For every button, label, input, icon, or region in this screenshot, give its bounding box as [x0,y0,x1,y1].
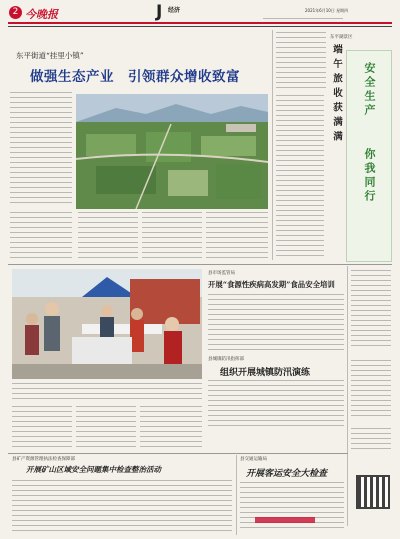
food-body [208,294,344,352]
bottom-left-body [12,480,232,532]
bottom-left-headline: 开展矿山区域安全问题集中检查整治活动 [26,465,161,474]
lead-body-col3 [142,212,202,262]
flood-body [208,380,344,430]
red-banner-strip [255,517,315,523]
right-col-notice-3 [351,428,391,450]
food-kicker: 县市场监管局 [208,271,235,276]
section-name: 经济 [168,7,181,14]
page-number-badge: 2 [9,6,22,19]
mid-body-col1 [12,406,72,451]
aerial-photo-graphic [76,94,268,209]
market-photo-graphic [12,269,202,379]
lead-aerial-photo [76,94,268,209]
section-letter: J [156,2,163,22]
market-event-photo [12,269,202,379]
side-kicker: 东平湖景区 [330,35,353,40]
slogan-line1: 安全生产 [363,62,376,118]
middle-rule [8,264,392,265]
right-col-divider [347,266,348,526]
side-divider [272,30,273,260]
newspaper-logo: 今晚报 [25,8,58,21]
lead-headline: 做强生态产业 引领群众增收致富 [30,69,240,85]
lead-body-col1 [10,212,72,262]
lead-kicker: 东平街道“挂里小镇” [16,51,84,60]
flood-kicker: 县城镇防汛指挥部 [208,357,244,362]
right-col-notice-2 [351,360,391,420]
qr-code [356,475,390,509]
side-headline: 端午旅收获满满 [331,44,342,146]
bottom-right-kicker: 县交通运输局 [240,457,267,462]
flood-headline: 组织开展城镇防汛演练 [220,368,311,378]
bottom-rule [8,453,348,454]
bottom-divider [236,455,237,535]
issue-date: 2021年6月10日 星期四 [305,8,349,13]
masthead-rule [8,22,392,24]
side-body-col1 [276,95,324,260]
lead-body-col4 [206,212,268,262]
masthead-thin-rule [8,26,392,27]
mid-body-col2 [76,406,136,451]
lead-body-col2 [78,212,138,262]
food-headline: 开展“食源性疾病高发期”食品安全培训 [208,280,335,289]
slogan-line2: 你我同行 [363,148,376,204]
bottom-right-headline: 开展客运安全大检查 [246,469,328,479]
bottom-left-kicker: 县矿产资源管理执法检查保障部 [12,457,75,462]
photo-caption [12,383,202,403]
mid-body-col3 [140,406,202,451]
lead-body-text [10,92,72,207]
side-body-top [276,32,326,92]
right-col-notice-1 [351,270,391,350]
bottom-right-body [240,482,344,532]
